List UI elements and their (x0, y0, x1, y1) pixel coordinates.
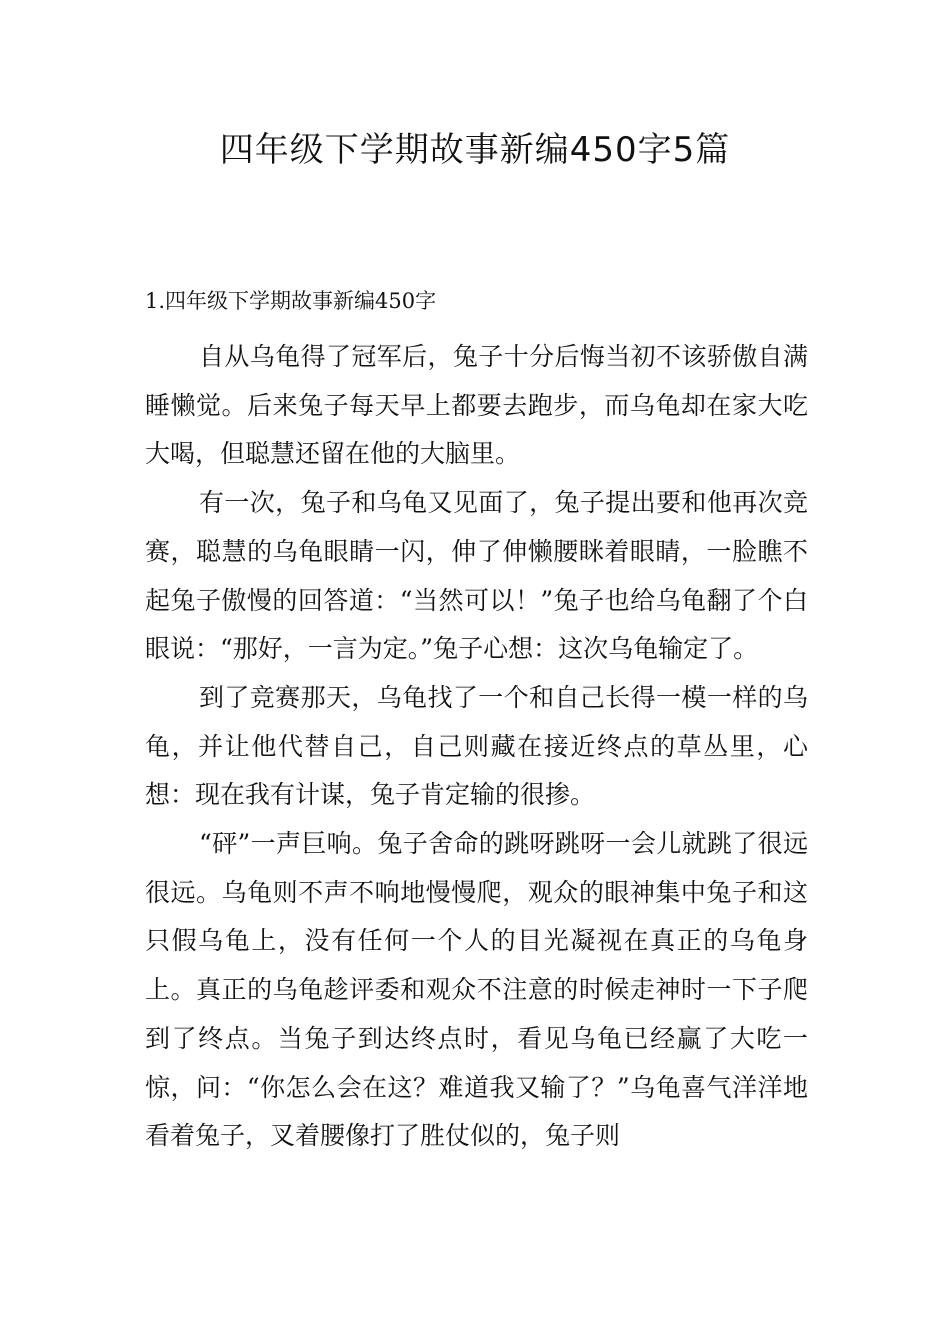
document-title: 四年级下学期故事新编450字5篇 (219, 130, 731, 170)
story-body (145, 333, 808, 1161)
story-paragraph: 有一次，兔子和乌龟又见面了，兔子提出要和他再次竞赛，聪慧的乌龟眼睛一闪，伸了伸懒腰眯着眼睛，一脸瞧不起兔子傲慢的回答道：“当然可以！”兔子也给乌龟翻了个白眼说：“那好，一言为定。”兔子心想：这次乌龟输定了。 (145, 488, 808, 664)
section-heading: 1.四年级下学期故事新编450字 (145, 289, 437, 313)
story-paragraph: “砰”一声巨响。兔子舍命的跳呀跳呀一会儿就跳了很远很远。乌龟则不声不响地慢慢爬，观众的眼神集中兔子和这只假乌龟上，没有任何一个人的目光凝视在真正的乌龟身上。真正的乌龟趁评委和观众不注意的时候走神时一下子爬到了终点。当兔子到达终点时，看见乌龟已经赢了大吃一惊，问：“你怎么会在这？难道我又输了？”乌龟喜气洋洋地看着兔子，叉着腰像打了胜仗似的，兔子则 (145, 829, 808, 1151)
story-paragraph: 到了竞赛那天，乌龟找了一个和自己长得一模一样的乌龟，并让他代替自己，自己则藏在接近终点的草丛里，心想：现在我有计谋，兔子肯定输的很掺。 (145, 682, 808, 810)
story-paragraph: 自从乌龟得了冠军后，兔子十分后悔当初不该骄傲自满睡懒觉。后来兔子每天早上都要去跑步，而乌龟却在家大吃大喝，但聪慧还留在他的大脑里。 (145, 342, 808, 469)
